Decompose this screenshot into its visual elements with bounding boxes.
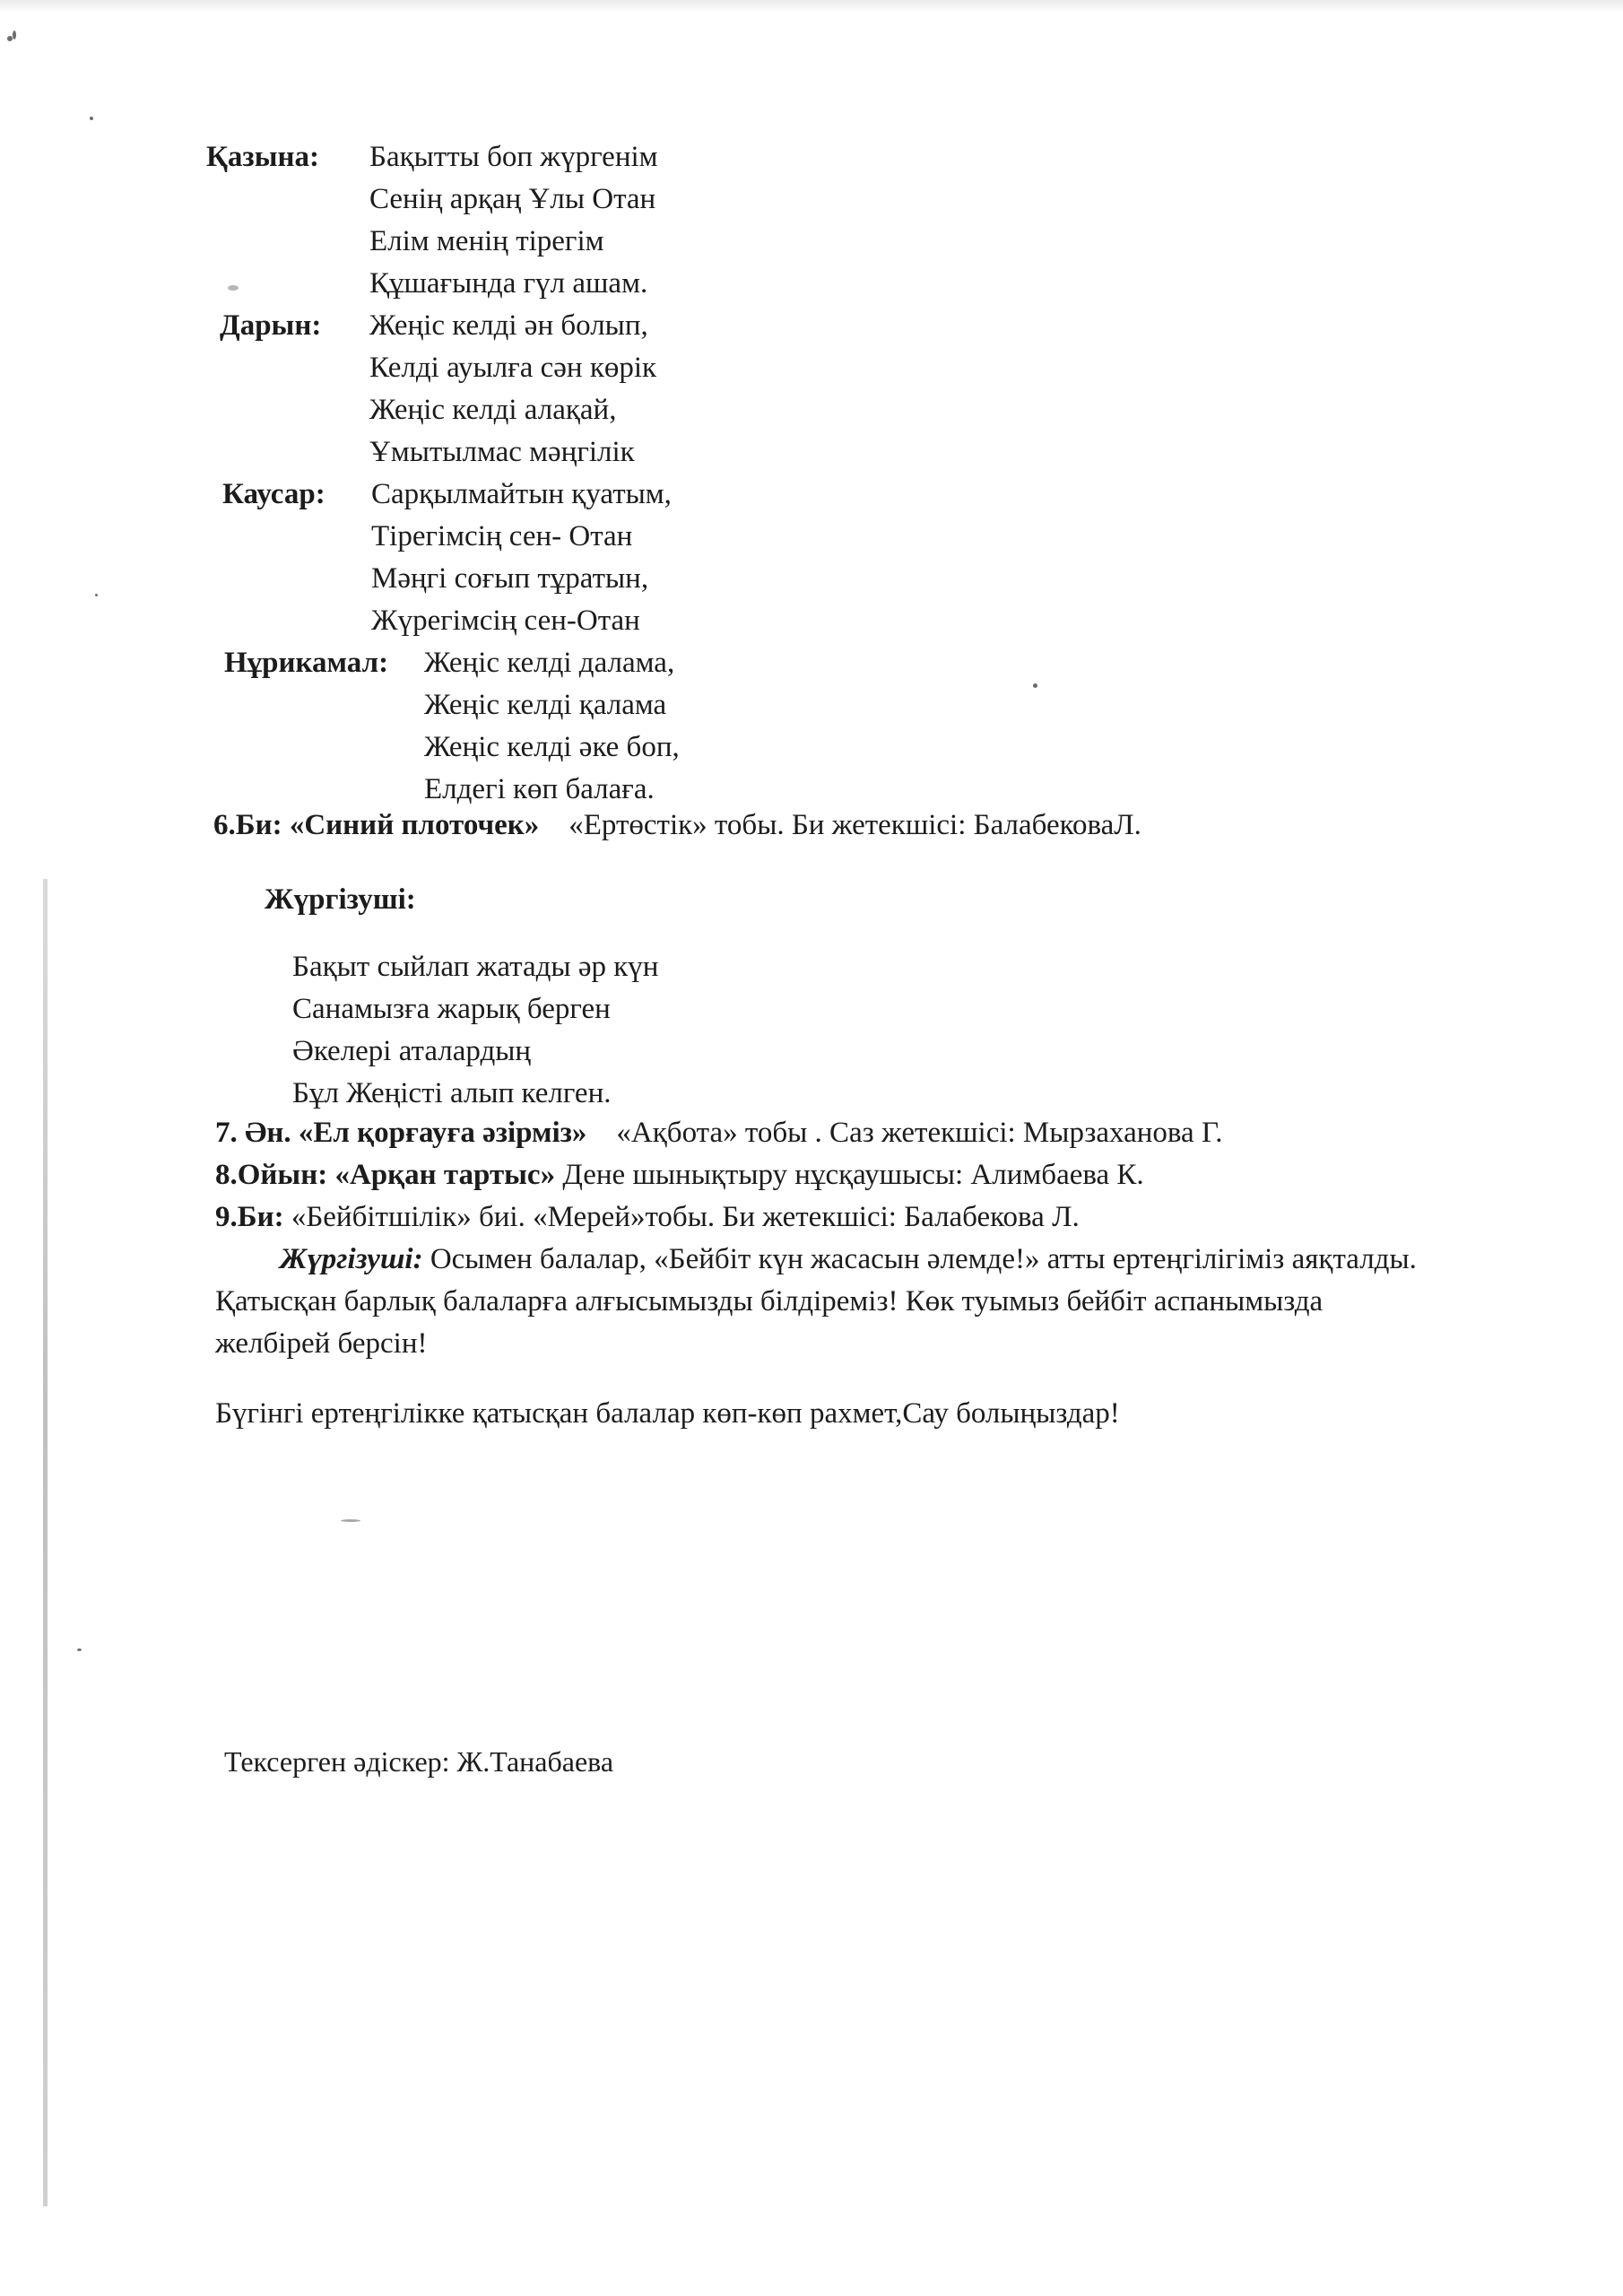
- program-item-details: «Ертөстік» тобы. Би жетекшісі: БалабековаЛ.: [568, 809, 1141, 841]
- poem-line: Сарқылмайтын қуатым,: [371, 478, 672, 510]
- program-item-title: 7. Ән. «Ел қорғауға әзірміз»: [215, 1117, 587, 1149]
- scan-speck: [95, 594, 98, 596]
- poem-line: Келді ауылға сән көрік: [369, 352, 657, 384]
- poem-line: Құшағында гүл ашам.: [369, 267, 648, 300]
- host-line: Әкелері аталардың: [292, 1035, 532, 1067]
- program-item-details: Дене шынықтыру нұсқаушысы: Алимбаева К.: [562, 1159, 1144, 1191]
- host-label: Жүргізуші:: [265, 883, 416, 916]
- program-item-8: [215, 1157, 1144, 1193]
- scan-speck: [77, 1648, 82, 1651]
- scan-top-shadow: [0, 0, 1623, 13]
- speaker-kazyna: Қазына:: [206, 141, 319, 173]
- host-line: Санамызға жарық берген: [292, 993, 611, 1025]
- poem-line: Елім менің тірегім: [369, 225, 604, 257]
- poem-line: Жүрегімсің сен-Отан: [371, 604, 640, 637]
- host-line: Бақыт сыйлап жатады әр күн: [292, 951, 659, 983]
- poem-line: Жеңіс келді алақай,: [369, 394, 617, 426]
- speaker-kausar: Каусар:: [222, 478, 325, 510]
- program-item-title: 9.Би:: [215, 1201, 284, 1233]
- poem-line: Жеңіс келді әке боп,: [424, 731, 680, 763]
- poem-line: Жеңіс келді қалама: [424, 689, 667, 721]
- poem-line: Ұмытылмас мәңгілік: [369, 436, 635, 468]
- scan-speck: [341, 1519, 360, 1522]
- poem-line: Жеңіс келді далама,: [424, 647, 675, 679]
- host-label: Жүргізуші:: [280, 1243, 423, 1275]
- poem-line: Тірегімсің сен- Отан: [371, 520, 633, 552]
- program-item-7: [215, 1115, 1223, 1151]
- poem-line: Бақытты боп жүргенім: [369, 141, 658, 173]
- poem-line: Жеңіс келді ән болып,: [369, 309, 648, 342]
- poem-line: Мәңгі соғып тұратын,: [371, 562, 649, 595]
- poem-line: Сенің арқаң Ұлы Отан: [369, 183, 656, 215]
- closing-line-2: Қатысқан барлық балаларға алғысымызды білдіреміз! Көк туымыз бейбіт аспанымызда: [215, 1285, 1324, 1318]
- scan-speck: [90, 117, 93, 120]
- host-line: Бұл Жеңісті алып келген.: [292, 1077, 612, 1109]
- scan-speck: [228, 285, 239, 291]
- program-item-details: «Бейбітшілік» биі. «Мерей»тобы. Би жетекшісі: Балабекова Л.: [291, 1201, 1080, 1233]
- program-item-details: «Ақбота» тобы . Саз жетекшісі: Мырзаханова Г.: [616, 1117, 1223, 1149]
- thanks-line: Бүгінгі ертеңгілікке қатысқан балалар көп-көп рахмет,Сау болыңыздар!: [215, 1397, 1120, 1430]
- closing-line-1: [280, 1241, 1417, 1277]
- scan-left-edge: [43, 879, 48, 2206]
- program-item-6: [213, 807, 1141, 843]
- closing-line-3: желбірей берсін!: [215, 1327, 428, 1360]
- closing-text: Осымен балалар, «Бейбіт күн жасасын әлемде!» атты ертеңгілігіміз аяқталды.: [430, 1243, 1417, 1275]
- program-item-title: 6.Би: «Синий плоточек»: [213, 809, 540, 841]
- scan-speck: [13, 30, 16, 39]
- speaker-daryn: Дарын:: [220, 309, 322, 342]
- speaker-nurikamal: Нұрикамал:: [224, 647, 389, 679]
- program-item-9: [215, 1199, 1080, 1235]
- poem-line: Елдегі көп балаға.: [424, 773, 655, 805]
- scan-speck: [1033, 683, 1037, 688]
- signature-line: Тексерген әдіскер: Ж.Танабаева: [224, 1745, 614, 1778]
- scan-speck: [7, 36, 13, 41]
- program-item-title: 8.Ойын: «Арқан тартыс»: [215, 1159, 556, 1191]
